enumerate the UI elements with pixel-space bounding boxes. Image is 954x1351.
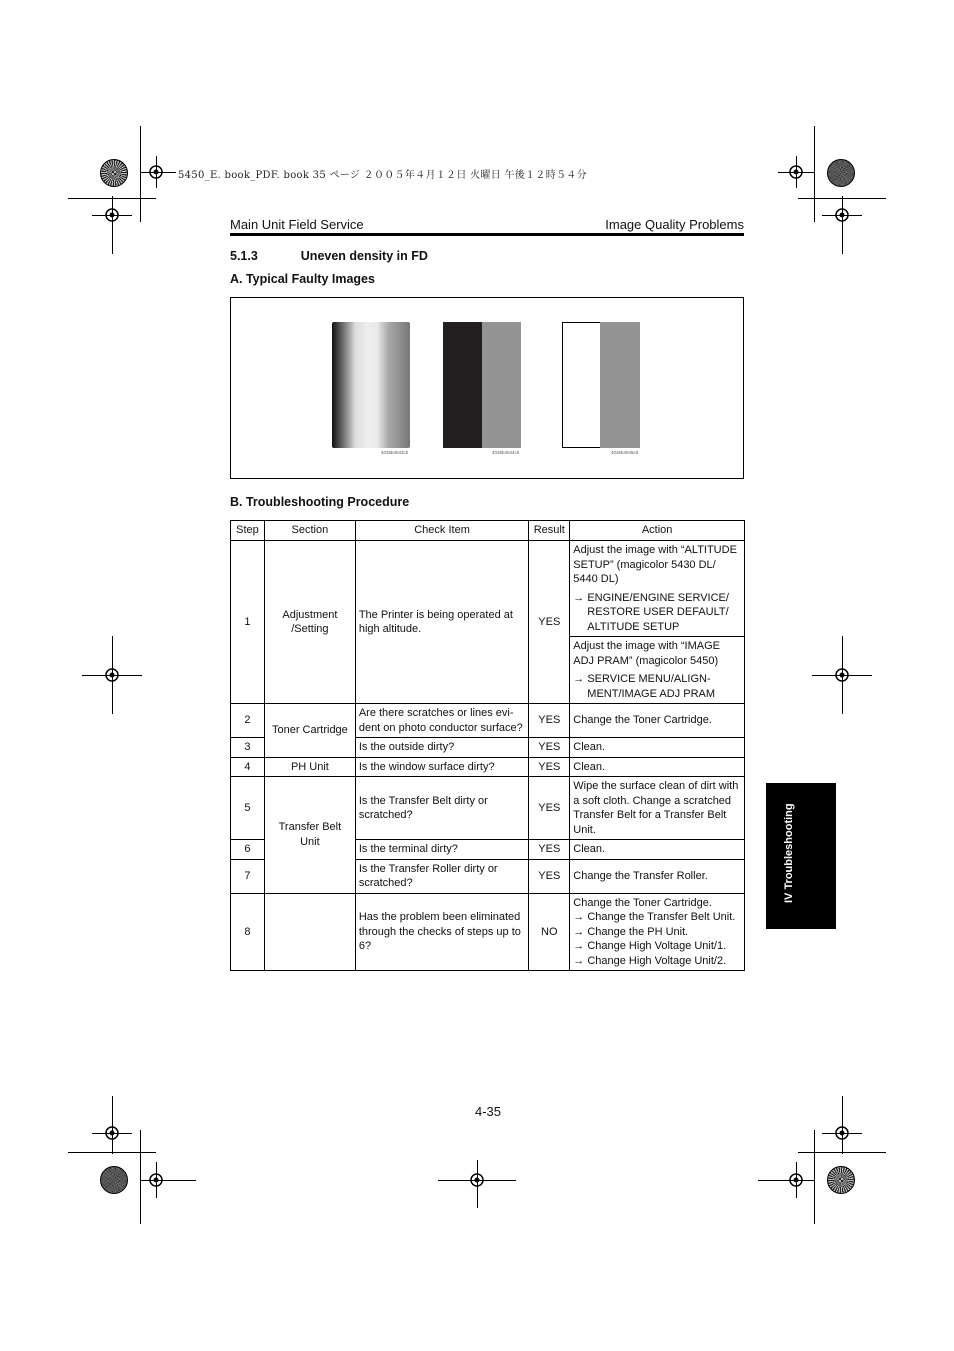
- color-target-icon: [100, 159, 128, 187]
- check-cell: The Printer is being operated at high altitude.: [355, 541, 528, 704]
- action-cell: Clean.: [570, 840, 745, 860]
- section-title: Uneven density in FD: [300, 249, 428, 263]
- action-cell: [570, 637, 745, 704]
- result-cell: YES: [529, 757, 570, 777]
- section-cell: [264, 893, 355, 971]
- registration-mark-icon: [832, 1123, 852, 1143]
- result-cell: YES: [529, 541, 570, 704]
- registration-mark-icon: [102, 205, 122, 225]
- action-cell: Clean.: [570, 757, 745, 777]
- action-line: Change the Toner Cartridge.: [573, 896, 712, 909]
- section-heading: [230, 249, 428, 263]
- page-number: 4-35: [475, 1104, 502, 1119]
- troubleshooting-table: [230, 520, 745, 971]
- table-row: [231, 541, 745, 637]
- action-text: Adjust the image with “IMAGE ADJ PRAM” (magicolor 5450): [573, 640, 721, 667]
- action-text: Adjust the image with “ALTITUDE SETUP” (magicolor 5430 DL/ 5440 DL): [573, 544, 737, 585]
- registration-mark-icon: [146, 162, 166, 182]
- check-cell: Are there scratches or lines evi- dent on photo conductor surface?: [355, 704, 528, 738]
- action-cell: [570, 893, 745, 971]
- step-cell: 1: [231, 541, 265, 704]
- action-menu-path: → ENGINE/ENGINE SERVICE/ RESTORE USER DEFAULT/ ALTITUDE SETUP: [573, 591, 729, 633]
- sample-image-gradient: [332, 322, 410, 448]
- registration-mark-icon: [467, 1170, 487, 1190]
- table-row: [231, 704, 745, 738]
- color-target-icon: [827, 1166, 855, 1194]
- subsection-b-heading: B. Troubleshooting Procedure: [230, 495, 410, 509]
- registration-mark-icon: [102, 665, 122, 685]
- registration-mark-icon: [102, 1123, 122, 1143]
- action-line: → Change the Transfer Belt Unit.: [573, 911, 736, 923]
- result-cell: YES: [529, 777, 570, 840]
- check-cell: Is the outside dirty?: [355, 738, 528, 758]
- result-cell: YES: [529, 859, 570, 893]
- running-header-left: Main Unit Field Service: [230, 217, 364, 232]
- check-cell: Has the problem been eliminated through the checks of steps up to 6?: [355, 893, 528, 971]
- table-header-row: [231, 521, 745, 541]
- column-header: Step: [231, 521, 265, 541]
- subsection-a-heading: A. Typical Faulty Images: [230, 272, 375, 286]
- sample-image-dark: [443, 322, 521, 448]
- action-line: → Change High Voltage Unit/2.: [573, 954, 727, 967]
- result-cell: YES: [529, 840, 570, 860]
- column-header: Action: [570, 521, 745, 541]
- registration-mark-icon: [832, 205, 852, 225]
- result-cell: NO: [529, 893, 570, 971]
- image-code: 4036b4045c0: [611, 450, 639, 455]
- table-row: [231, 757, 745, 777]
- section-cell: PH Unit: [264, 757, 355, 777]
- check-cell: Is the Transfer Roller dirty or scratched?: [355, 859, 528, 893]
- chapter-side-tab: [766, 783, 836, 929]
- running-header-right: Image Quality Problems: [605, 217, 744, 232]
- section-number: 5.1.3: [230, 249, 258, 263]
- registration-mark-icon: [146, 1170, 166, 1190]
- section-cell: Toner Cartridge: [264, 704, 355, 758]
- action-cell: Change the Toner Cartridge.: [570, 704, 745, 738]
- step-cell: 6: [231, 840, 265, 860]
- registration-mark-icon: [786, 1170, 806, 1190]
- column-header: Section: [264, 521, 355, 541]
- action-cell: Wipe the surface clean of dirt with a soft cloth. Change a scratched Transfer Belt for a Transfer Belt Unit.: [570, 777, 745, 840]
- image-code: 4036b4043c0: [381, 450, 409, 455]
- header-rule: [230, 233, 744, 236]
- action-menu-path: → SERVICE MENU/ALIGN- MENT/IMAGE ADJ PRAM: [573, 673, 716, 700]
- check-cell: Is the terminal dirty?: [355, 840, 528, 860]
- image-code: 4036b4044c0: [492, 450, 520, 455]
- action-cell: [570, 541, 745, 637]
- check-cell: Is the window surface dirty?: [355, 757, 528, 777]
- step-cell: 5: [231, 777, 265, 840]
- action-line: → Change High Voltage Unit/1.: [573, 940, 727, 952]
- step-cell: 3: [231, 738, 265, 758]
- column-header: Check Item: [355, 521, 528, 541]
- step-cell: 7: [231, 859, 265, 893]
- step-cell: 8: [231, 893, 265, 971]
- column-header: Result: [529, 521, 570, 541]
- step-cell: 4: [231, 757, 265, 777]
- color-target-icon: [100, 1166, 128, 1194]
- registration-mark-icon: [832, 665, 852, 685]
- check-cell: Is the Transfer Belt dirty or scratched?: [355, 777, 528, 840]
- action-line: → Change the PH Unit.: [573, 925, 689, 938]
- result-cell: YES: [529, 738, 570, 758]
- section-cell: Transfer Belt Unit: [264, 777, 355, 894]
- print-header: 5450_E. book_PDF. book 35 ページ ２００５年４月１２日 火曜日 午後１２時５４分: [178, 170, 587, 181]
- faulty-images-figure: [230, 297, 744, 479]
- sample-image-light: [562, 322, 640, 448]
- color-target-icon: [827, 159, 855, 187]
- action-cell: Change the Transfer Roller.: [570, 859, 745, 893]
- table-row: [231, 777, 745, 840]
- table-row: [231, 893, 745, 971]
- result-cell: YES: [529, 704, 570, 738]
- action-cell: Clean.: [570, 738, 745, 758]
- section-cell: Adjustment /Setting: [264, 541, 355, 704]
- side-tab-label: IV Troubleshooting: [783, 803, 795, 903]
- step-cell: 2: [231, 704, 265, 738]
- registration-mark-icon: [786, 162, 806, 182]
